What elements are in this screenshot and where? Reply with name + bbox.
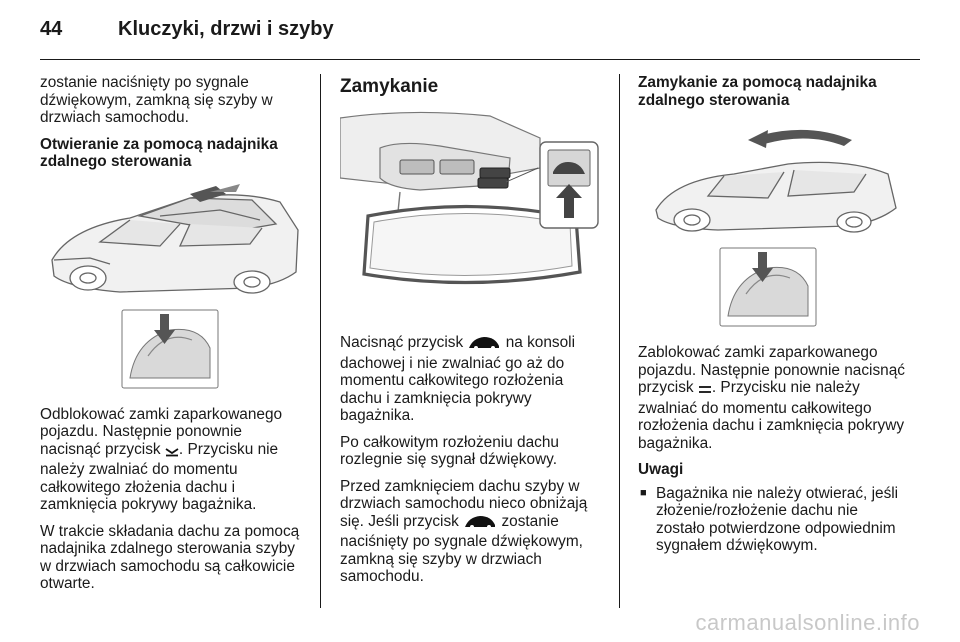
figure-roof-console xyxy=(340,108,602,320)
roof-close-icon xyxy=(698,382,712,400)
column-right xyxy=(638,74,910,555)
watermark: carmanualsonline.info xyxy=(695,610,920,635)
section-heading-opening-remote: Otwieranie za pomocą nadajnika zdalnego sterowania xyxy=(40,135,278,170)
roof-open-icon xyxy=(165,444,179,462)
note-item: ■ Bagażnika nie należy otwierać, jeśli złożenie/rozłożenie dachu nie zostało potwierdzone odpowiednim sygnałem dźwiękowym. xyxy=(638,485,910,555)
column-left xyxy=(40,74,302,602)
paragraph-close-windows: Przed zamknięciem dachu szyby w drzwiach samochodu nieco obniżają się. Jeśli przycisk zostanie naciśnięty po sygnale dźwiękowym, zamkną się szyby w drzwiach samochodu. xyxy=(340,477,588,585)
paragraph-close-signal: Po całkowitym rozłożeniu dachu rozlegnie się sygnał dźwiękowy. xyxy=(340,433,559,468)
column-divider-2 xyxy=(619,74,620,608)
page-number: 44 xyxy=(40,18,63,40)
paragraph-open-instructions: Odblokować zamki zaparkowanego pojazdu. Następnie ponownie nacisnąć przycisk . Przycisku nie należy zwalniać do momentu całkowitego złożenia dachu i zamknięcia pokrywy bagażnika. xyxy=(40,405,283,513)
roof-close-button-icon xyxy=(467,334,501,355)
header-rule xyxy=(40,59,920,60)
figure-car-roof-closing xyxy=(638,118,900,330)
section-heading-closing-remote: Zamykanie za pomocą nadajnika zdalnego sterowania xyxy=(638,74,877,109)
figure-car-roof-opening xyxy=(40,180,302,392)
roof-close-button-icon xyxy=(463,513,497,534)
column-divider-1 xyxy=(320,74,321,608)
paragraph-close-instructions: Nacisnąć przycisk na konsoli dachowej i nie zwalniać go aż do momentu całkowitego rozłożenia dachu i zamknięcia pokrywy bagażnika. xyxy=(340,334,576,424)
page-header xyxy=(40,18,920,58)
section-heading-closing: Zamykanie xyxy=(340,76,439,97)
paragraph-windows-open: W trakcie składania dachu za pomocą nadajnika zdalnego sterowania szyby w drzwiach samochodu są całkowicie otwarte. xyxy=(40,522,300,592)
column-middle xyxy=(340,74,602,595)
page-title: Kluczyki, drzwi i szyby xyxy=(118,18,334,40)
note-heading: Uwagi xyxy=(638,461,684,478)
continued-text: zostanie naciśnięty po sygnale dźwiękowym, zamkną się szyby w drzwiach samochodu. xyxy=(40,74,273,126)
paragraph-close-remote-instructions: Zablokować zamki zaparkowanego pojazdu. Następnie ponownie nacisnąć przycisk . Przycisku nie należy zwalniać do momentu całkowitego rozłożenia dachu i zamknięcia pokrywy bagażnika. xyxy=(638,344,905,452)
note-list xyxy=(638,485,910,555)
